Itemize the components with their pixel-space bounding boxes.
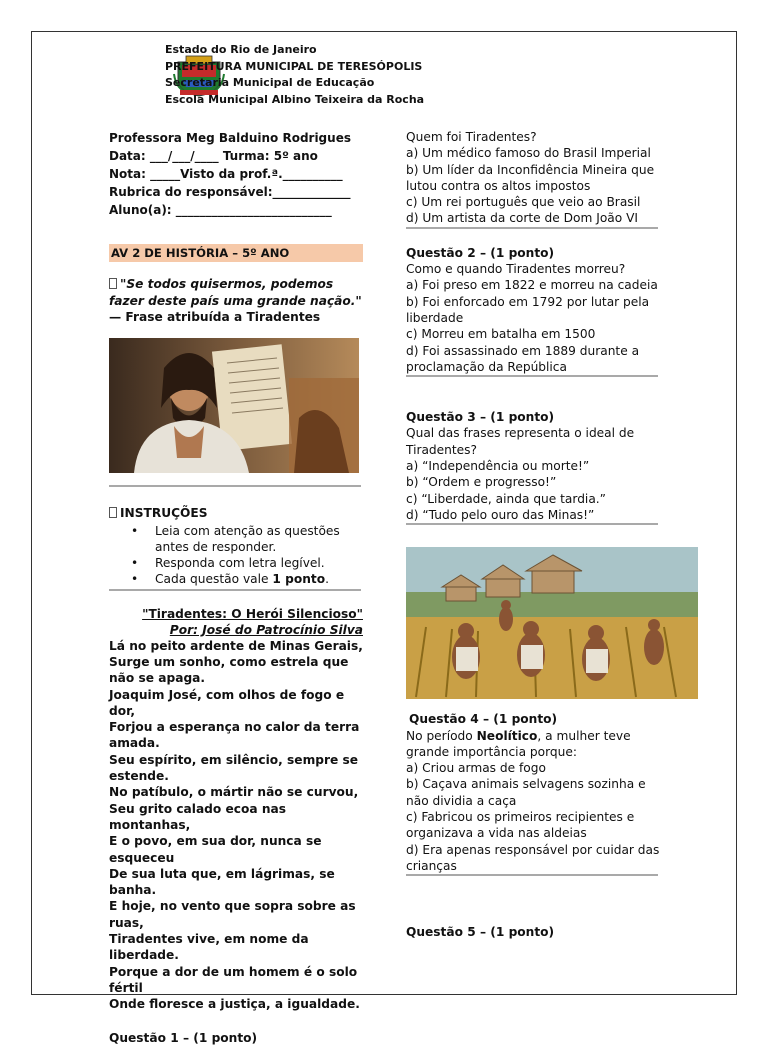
question-1-title: Questão 1 – (1 ponto)	[109, 1030, 258, 1045]
question-2-option: c) Morreu em batalha em 1500	[406, 327, 596, 342]
poem-line: De sua luta que, em lágrimas, se banha.	[109, 866, 335, 898]
question-3-prompt: Qual das frases representa o ideal de Tiradentes?	[406, 426, 635, 457]
question-1-prompt: Quem foi Tiradentes?	[406, 130, 537, 144]
poem-title: "Tiradentes: O Herói Silencioso"	[142, 606, 363, 621]
question-3-title: Questão 3 – (1 ponto)	[406, 410, 555, 425]
instruction-item: • Leia com atenção as questões antes de responder.	[155, 523, 363, 556]
question-1-option: d) Um artista da corte de Dom João VI	[406, 211, 639, 226]
header-secretary: Secretaria Municipal de Educação	[165, 76, 375, 89]
poem-line: No patíbulo, o mártir não se curvou,	[109, 785, 359, 800]
poem-line: Seu grito calado ecoa nas montanhas,	[109, 801, 286, 832]
poem-line: E hoje, no vento que sopra sobre as ruas,	[109, 899, 356, 930]
question-3-option: c) “Liberdade, ainda que tardia.”	[406, 491, 606, 506]
question-1-option: b) Um líder da Inconfidência Mineira que lutou contra os altos impostos	[406, 162, 655, 193]
right-column	[406, 129, 660, 941]
poem-line: Surge um sonho, como estrela que não se apaga.	[109, 654, 349, 686]
header-state: Estado do Rio de Janeiro	[165, 43, 317, 56]
date-field: Data: ___/___/____ Turma: 5º ano	[109, 149, 318, 163]
quote-attribution: — Frase atribuída a Tiradentes	[109, 310, 321, 324]
grade-field: Nota: _____Visto da prof.ª.__________	[109, 167, 343, 181]
instruction-item: • Cada questão vale 1 ponto.	[155, 571, 363, 587]
divider-rule	[406, 523, 658, 525]
placeholder-box-icon	[109, 278, 117, 289]
poem-line: E o povo, em sua dor, nunca se esqueceu	[109, 834, 322, 865]
poem-author: Por: José do Patrocínio Silva	[169, 622, 363, 637]
question-4-option: d) Era apenas responsável por cuidar das crianças	[406, 842, 660, 873]
question-2-title: Questão 2 – (1 ponto)	[406, 245, 555, 260]
teacher-block	[109, 129, 363, 219]
question-5-title: Questão 5 – (1 ponto)	[406, 925, 555, 940]
placeholder-box-icon	[109, 507, 117, 518]
exam-page	[31, 31, 737, 1045]
question-4-option: a) Criou armas de fogo	[406, 761, 546, 776]
divider-rule	[109, 485, 361, 487]
poem-line: Onde floresce a justiça, a igualdade.	[109, 997, 360, 1012]
poem-line: Tiradentes vive, em nome da liberdade.	[109, 932, 309, 963]
neolithic-farming-illustration	[406, 547, 698, 699]
question-3-option: a) “Independência ou morte!”	[406, 459, 590, 474]
poem-line: Porque a dor de um homem é o solo fértil	[109, 964, 358, 995]
instructions-title: INSTRUÇÕES	[109, 505, 363, 521]
question-4-option: c) Fabricou os primeiros recipientes e organizava a vida nas aldeias	[406, 810, 635, 841]
question-3-option: b) “Ordem e progresso!”	[406, 475, 557, 490]
header-school: Escola Municipal Albino Teixeira da Rocha	[165, 92, 425, 106]
divider-rule	[406, 227, 658, 229]
question-1-option: a) Um médico famoso do Brasil Imperial	[406, 146, 651, 161]
poem-line: Lá no peito ardente de Minas Gerais,	[109, 638, 363, 653]
school-header	[165, 42, 465, 108]
student-field: Aluno(a): __________________________	[109, 203, 332, 217]
question-4-title: Questão 4 – (1 ponto)	[409, 712, 558, 727]
teacher-name: Professora Meg Balduino Rodrigues	[109, 131, 351, 145]
question-4-option: b) Caçava animais selvagens sozinha e não dividia a caça	[406, 777, 646, 808]
question-2-option: a) Foi preso em 1822 e morreu na cadeia	[406, 278, 658, 293]
signature-field: Rubrica do responsável:_____________	[109, 185, 351, 199]
poem-line: Forjou a esperança no calor da terra amada.	[109, 720, 360, 751]
poem-line: Seu espírito, em silêncio, sempre se estende.	[109, 752, 359, 784]
question-1-option: c) Um rei português que veio ao Brasil	[406, 195, 641, 210]
quote-block	[109, 276, 363, 326]
header-prefecture: PREFEITURA MUNICIPAL DE TERESÓPOLIS	[165, 59, 423, 73]
instructions-list	[109, 523, 363, 588]
instruction-item: • Responda com letra legível.	[155, 555, 363, 571]
poem-body	[109, 638, 363, 1013]
tiradentes-painting	[109, 338, 359, 473]
question-3-option: d) “Tudo pelo ouro das Minas!”	[406, 507, 595, 522]
divider-rule	[406, 874, 658, 876]
question-2-option: d) Foi assassinado em 1889 durante a proclamação da República	[406, 343, 640, 374]
divider-rule	[406, 375, 658, 377]
quote-text: "Se todos quisermos, podemos fazer deste país uma grande nação."	[109, 277, 362, 308]
question-2-option: b) Foi enforcado em 1792 por lutar pela liberdade	[406, 294, 650, 325]
question-4-prompt: No período Neolítico, a mulher teve grande importância porque:	[406, 728, 631, 759]
poem-line: Joaquim José, com olhos de fogo e dor,	[109, 687, 345, 718]
question-2-prompt: Como e quando Tiradentes morreu?	[406, 262, 626, 277]
exam-title: AV 2 DE HISTÓRIA – 5º ANO	[109, 244, 363, 262]
left-column	[109, 129, 363, 1046]
divider-rule	[109, 589, 361, 591]
